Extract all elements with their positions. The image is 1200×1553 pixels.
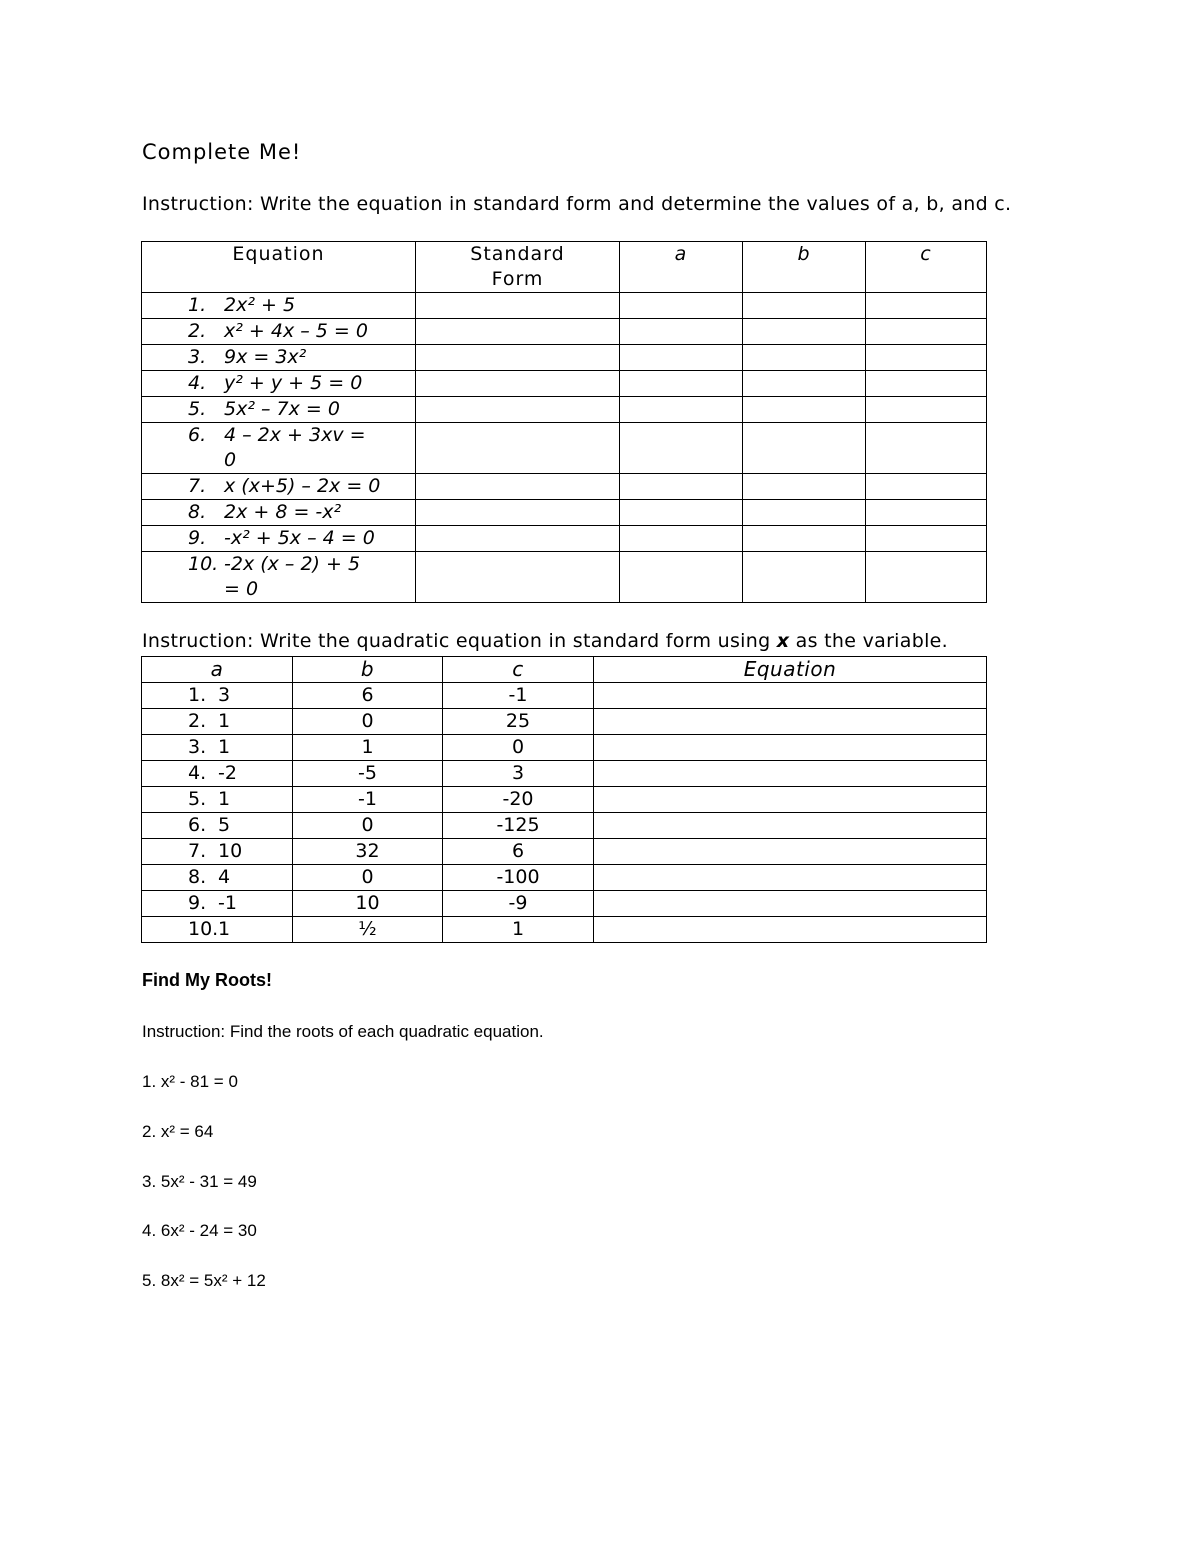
equation-answer-cell[interactable] xyxy=(594,683,987,709)
standard-form-answer-cell[interactable] xyxy=(416,474,620,500)
equation-cell xyxy=(142,397,416,423)
item-number: 1. xyxy=(188,684,207,706)
header-standard-form: Standard Form xyxy=(416,242,620,293)
item-number: 3. xyxy=(188,346,207,368)
c-value-cell: 25 xyxy=(443,709,594,735)
c-answer-cell[interactable] xyxy=(866,319,987,345)
c-answer-cell[interactable] xyxy=(866,474,987,500)
a-value-cell xyxy=(142,683,293,709)
c-answer-cell[interactable] xyxy=(866,552,987,603)
c-value-cell: -20 xyxy=(443,787,594,813)
item-number: 2. xyxy=(188,710,207,732)
header-c: c xyxy=(866,242,987,293)
instruction-standard-form: Instruction: Write the equation in standard form and determine the values of a, b, and c. xyxy=(142,193,1012,215)
c-value-cell: 0 xyxy=(443,735,594,761)
equation-answer-cell[interactable] xyxy=(594,865,987,891)
a-value-cell xyxy=(142,761,293,787)
b-value-cell: 0 xyxy=(293,709,443,735)
standard-form-answer-cell[interactable] xyxy=(416,423,620,474)
b-answer-cell[interactable] xyxy=(743,423,866,474)
b-answer-cell[interactable] xyxy=(743,474,866,500)
item-number: 7. xyxy=(188,840,207,862)
c-value-cell: -9 xyxy=(443,891,594,917)
equation-answer-cell[interactable] xyxy=(594,839,987,865)
equation-answer-cell[interactable] xyxy=(594,787,987,813)
equation-answer-cell[interactable] xyxy=(594,735,987,761)
item-number: 9. xyxy=(188,892,207,914)
equation-text: x (x+5) – 2x = 0 xyxy=(224,475,381,497)
equation-cell xyxy=(142,345,416,371)
table-row xyxy=(142,293,987,319)
item-number: 5. xyxy=(188,398,207,420)
a-answer-cell[interactable] xyxy=(620,293,743,319)
root-problem-4: 4. 6x² - 24 = 30 xyxy=(142,1221,257,1240)
equation-text: 4 – 2x + 3xv = 0 xyxy=(224,424,366,471)
equation-answer-cell[interactable] xyxy=(594,917,987,943)
table-row xyxy=(142,397,987,423)
a-value: 10 xyxy=(218,840,243,862)
b-answer-cell[interactable] xyxy=(743,552,866,603)
a-value-cell xyxy=(142,813,293,839)
standard-form-table xyxy=(141,241,987,603)
item-number: 8. xyxy=(188,866,207,888)
equation-text: 5x² – 7x = 0 xyxy=(224,398,340,420)
standard-form-answer-cell[interactable] xyxy=(416,371,620,397)
c-answer-cell[interactable] xyxy=(866,423,987,474)
a-answer-cell[interactable] xyxy=(620,345,743,371)
table-row xyxy=(142,865,987,891)
a-value-cell xyxy=(142,917,293,943)
equation-text: -x² + 5x – 4 = 0 xyxy=(224,527,375,549)
equation-cell xyxy=(142,474,416,500)
c-answer-cell[interactable] xyxy=(866,397,987,423)
equation-text: 2x + 8 = -x² xyxy=(224,501,342,523)
c-value-cell: -1 xyxy=(443,683,594,709)
b-value-cell: 0 xyxy=(293,813,443,839)
b-answer-cell[interactable] xyxy=(743,371,866,397)
table-row xyxy=(142,474,987,500)
table-row xyxy=(142,917,987,943)
c-value-cell: -100 xyxy=(443,865,594,891)
table-row xyxy=(142,371,987,397)
a-answer-cell[interactable] xyxy=(620,397,743,423)
item-number: 6. xyxy=(188,814,207,836)
b-answer-cell[interactable] xyxy=(743,319,866,345)
header-equation: Equation xyxy=(142,242,416,293)
equation-answer-cell[interactable] xyxy=(594,709,987,735)
item-number: 10. xyxy=(188,918,219,940)
variable-x: x xyxy=(776,630,790,652)
equation-cell xyxy=(142,371,416,397)
a-answer-cell[interactable] xyxy=(620,423,743,474)
equation-text: -2x (x – 2) + 5 = 0 xyxy=(224,553,361,600)
equation-cell xyxy=(142,293,416,319)
a-value-cell xyxy=(142,891,293,917)
a-answer-cell[interactable] xyxy=(620,319,743,345)
coefficients-table xyxy=(141,656,987,943)
header-a: a xyxy=(620,242,743,293)
a-value: 5 xyxy=(218,814,231,836)
table-row xyxy=(142,345,987,371)
c-value-cell: 6 xyxy=(443,839,594,865)
b-value-cell: -1 xyxy=(293,787,443,813)
a-value-cell xyxy=(142,709,293,735)
equation-cell xyxy=(142,319,416,345)
a-value: 3 xyxy=(218,684,231,706)
table-row xyxy=(142,423,987,474)
table-row xyxy=(142,500,987,526)
item-number: 9. xyxy=(188,527,207,549)
a-value-cell xyxy=(142,865,293,891)
equation-text: x² + 4x – 5 = 0 xyxy=(224,320,368,342)
a-answer-cell[interactable] xyxy=(620,474,743,500)
item-number: 7. xyxy=(188,475,207,497)
b-value-cell: 0 xyxy=(293,865,443,891)
table-row xyxy=(142,761,987,787)
root-problem-2: 2. x² = 64 xyxy=(142,1122,214,1141)
table-row xyxy=(142,319,987,345)
table-row xyxy=(142,787,987,813)
c-answer-cell[interactable] xyxy=(866,293,987,319)
standard-form-answer-cell[interactable] xyxy=(416,397,620,423)
table-row xyxy=(142,552,987,603)
equation-answer-cell[interactable] xyxy=(594,761,987,787)
a-value-cell xyxy=(142,787,293,813)
equation-cell xyxy=(142,500,416,526)
equation-cell xyxy=(142,552,416,603)
table-row xyxy=(142,891,987,917)
item-number: 2. xyxy=(188,320,207,342)
instruction-write-equation xyxy=(142,629,1042,654)
item-number: 8. xyxy=(188,501,207,523)
instruction-text-before: Instruction: Write the quadratic equation in standard form using xyxy=(142,630,777,652)
instruction-find-roots: Instruction: Find the roots of each quadratic equation. xyxy=(142,1022,544,1041)
b-value-cell: 6 xyxy=(293,683,443,709)
table-header-row xyxy=(142,657,987,683)
c-answer-cell[interactable] xyxy=(866,526,987,552)
b-value-cell: 10 xyxy=(293,891,443,917)
standard-form-answer-cell[interactable] xyxy=(416,319,620,345)
standard-form-answer-cell[interactable] xyxy=(416,293,620,319)
c-value-cell: 3 xyxy=(443,761,594,787)
table-row xyxy=(142,526,987,552)
b-value-cell: 1 xyxy=(293,735,443,761)
a-value: 1 xyxy=(218,788,231,810)
equation-text: y² + y + 5 = 0 xyxy=(224,372,363,394)
a-answer-cell[interactable] xyxy=(620,500,743,526)
equation-cell xyxy=(142,526,416,552)
item-number: 5. xyxy=(188,788,207,810)
standard-form-answer-cell[interactable] xyxy=(416,552,620,603)
item-number: 10. xyxy=(188,553,219,575)
equation-text: 2x² + 5 xyxy=(224,294,296,316)
table-row xyxy=(142,709,987,735)
a-value: 1 xyxy=(218,918,231,940)
a-answer-cell[interactable] xyxy=(620,371,743,397)
c-answer-cell[interactable] xyxy=(866,371,987,397)
b-answer-cell[interactable] xyxy=(743,345,866,371)
standard-form-answer-cell[interactable] xyxy=(416,500,620,526)
table-row xyxy=(142,813,987,839)
c-answer-cell[interactable] xyxy=(866,345,987,371)
b-value-cell: ½ xyxy=(293,917,443,943)
header-b: b xyxy=(293,657,443,683)
section-title-find-roots: Find My Roots! xyxy=(142,970,272,990)
b-answer-cell[interactable] xyxy=(743,397,866,423)
a-value: -1 xyxy=(218,892,237,914)
b-answer-cell[interactable] xyxy=(743,293,866,319)
root-problem-5: 5. 8x² = 5x² + 12 xyxy=(142,1271,266,1290)
a-value-cell xyxy=(142,735,293,761)
header-a: a xyxy=(142,657,293,683)
root-problem-3: 3. 5x² - 31 = 49 xyxy=(142,1172,257,1191)
item-number: 1. xyxy=(188,294,207,316)
standard-form-answer-cell[interactable] xyxy=(416,526,620,552)
standard-form-answer-cell[interactable] xyxy=(416,345,620,371)
equation-text: 9x = 3x² xyxy=(224,346,307,368)
b-value-cell: 32 xyxy=(293,839,443,865)
item-number: 3. xyxy=(188,736,207,758)
b-answer-cell[interactable] xyxy=(743,526,866,552)
header-equation: Equation xyxy=(594,657,987,683)
a-value: 1 xyxy=(218,736,231,758)
table-row xyxy=(142,735,987,761)
c-answer-cell[interactable] xyxy=(866,500,987,526)
equation-answer-cell[interactable] xyxy=(594,813,987,839)
b-answer-cell[interactable] xyxy=(743,500,866,526)
header-b: b xyxy=(743,242,866,293)
table-row xyxy=(142,683,987,709)
a-value-cell xyxy=(142,839,293,865)
table-row xyxy=(142,839,987,865)
root-problem-1: 1. x² - 81 = 0 xyxy=(142,1072,238,1091)
equation-cell xyxy=(142,423,416,474)
b-value-cell: -5 xyxy=(293,761,443,787)
equation-answer-cell[interactable] xyxy=(594,891,987,917)
a-answer-cell[interactable] xyxy=(620,526,743,552)
item-number: 4. xyxy=(188,372,207,394)
a-answer-cell[interactable] xyxy=(620,552,743,603)
instruction-text-after: as the variable. xyxy=(789,630,948,652)
item-number: 4. xyxy=(188,762,207,784)
table-header-row xyxy=(142,242,987,293)
a-value: 4 xyxy=(218,866,231,888)
item-number: 6. xyxy=(188,424,207,446)
a-value: -2 xyxy=(218,762,237,784)
c-value-cell: 1 xyxy=(443,917,594,943)
a-value: 1 xyxy=(218,710,231,732)
header-c: c xyxy=(443,657,594,683)
c-value-cell: -125 xyxy=(443,813,594,839)
page-title: Complete Me! xyxy=(142,140,302,164)
